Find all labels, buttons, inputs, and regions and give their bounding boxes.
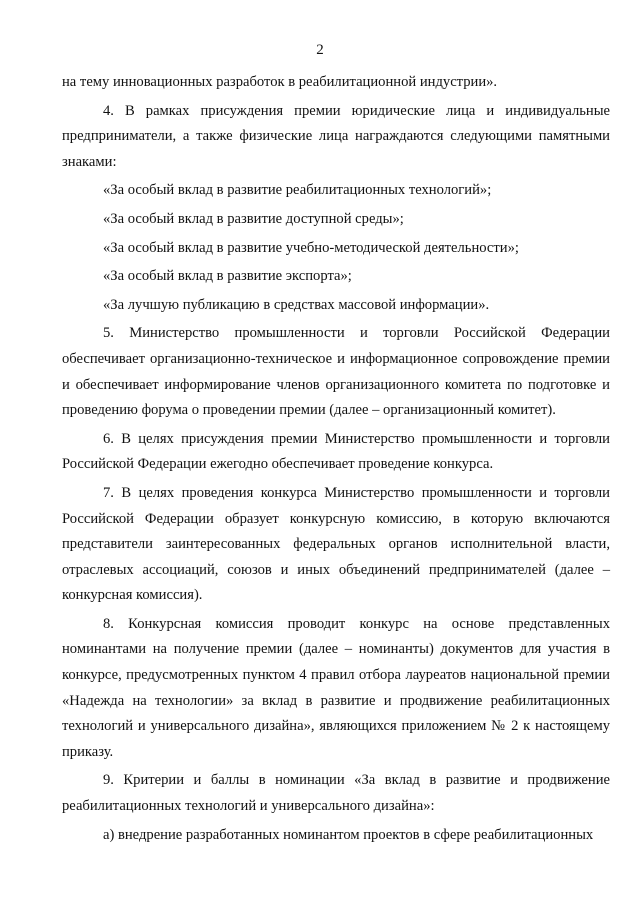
award-sign-5: «За лучшую публикацию в средствах массовой информации». <box>103 296 490 313</box>
paragraph-continuation: на тему инновационных разработок в реабилитационной индустрии». <box>62 74 498 90</box>
paragraph-item-7: 7. В целях проведения конкурса Министерство промышленности и торговли Российской Федерации образует конкурсную комиссию, в которую включаются представители заинтересованных федеральных органов исполнительной власти, отраслевых ассоциаций, союзов и иных объединений предпринимателей (далее – конкурсная комиссия). <box>62 484 610 604</box>
document-body <box>62 70 610 848</box>
page-number: 2 <box>316 42 324 58</box>
paragraph-item-9: 9. Критерии и баллы в номинации «За вклад в развитие и продвижение реабилитационных технологий и универсального дизайна»: <box>62 772 610 815</box>
paragraph-item-4: 4. В рамках присуждения премии юридические лица и индивидуальные предприниматели, а также физические лица награждаются следующими памятными знаками: <box>62 102 610 170</box>
paragraph-item-9a: а) внедрение разработанных номинантом проектов в сфере реабилитационных <box>103 826 594 843</box>
paragraph-item-6: 6. В целях присуждения премии Министерство промышленности и торговли Российской Федерации ежегодно обеспечивает проведение конкурса. <box>62 430 610 473</box>
award-sign-1: «За особый вклад в развитие реабилитационных технологий»; <box>103 182 492 199</box>
award-sign-4: «За особый вклад в развитие экспорта»; <box>103 268 352 285</box>
award-sign-3: «За особый вклад в развитие учебно-методической деятельности»; <box>103 239 519 256</box>
paragraph-item-8: 8. Конкурсная комиссия проводит конкурс на основе представленных номинантами на получение премии (далее – номинанты) документов для участия в конкурсе, предусмотренных пунктом 4 правил отбора лауреатов национальной премии «Надежда на технологии» за вклад в развитие и продвижение реабилитационных технологий и универсального дизайна», являющихся приложением № 2 к настоящему приказу. <box>62 615 610 760</box>
paragraph-item-5: 5. Министерство промышленности и торговли Российской Федерации обеспечивает организационно-техническое и информационное сопровождение премии и обеспечивает информирование членов организационного комитета по подготовке и проведению форума о проведении премии (далее – организационный комитет). <box>62 325 610 419</box>
award-sign-2: «За особый вклад в развитие доступной среды»; <box>103 210 404 227</box>
